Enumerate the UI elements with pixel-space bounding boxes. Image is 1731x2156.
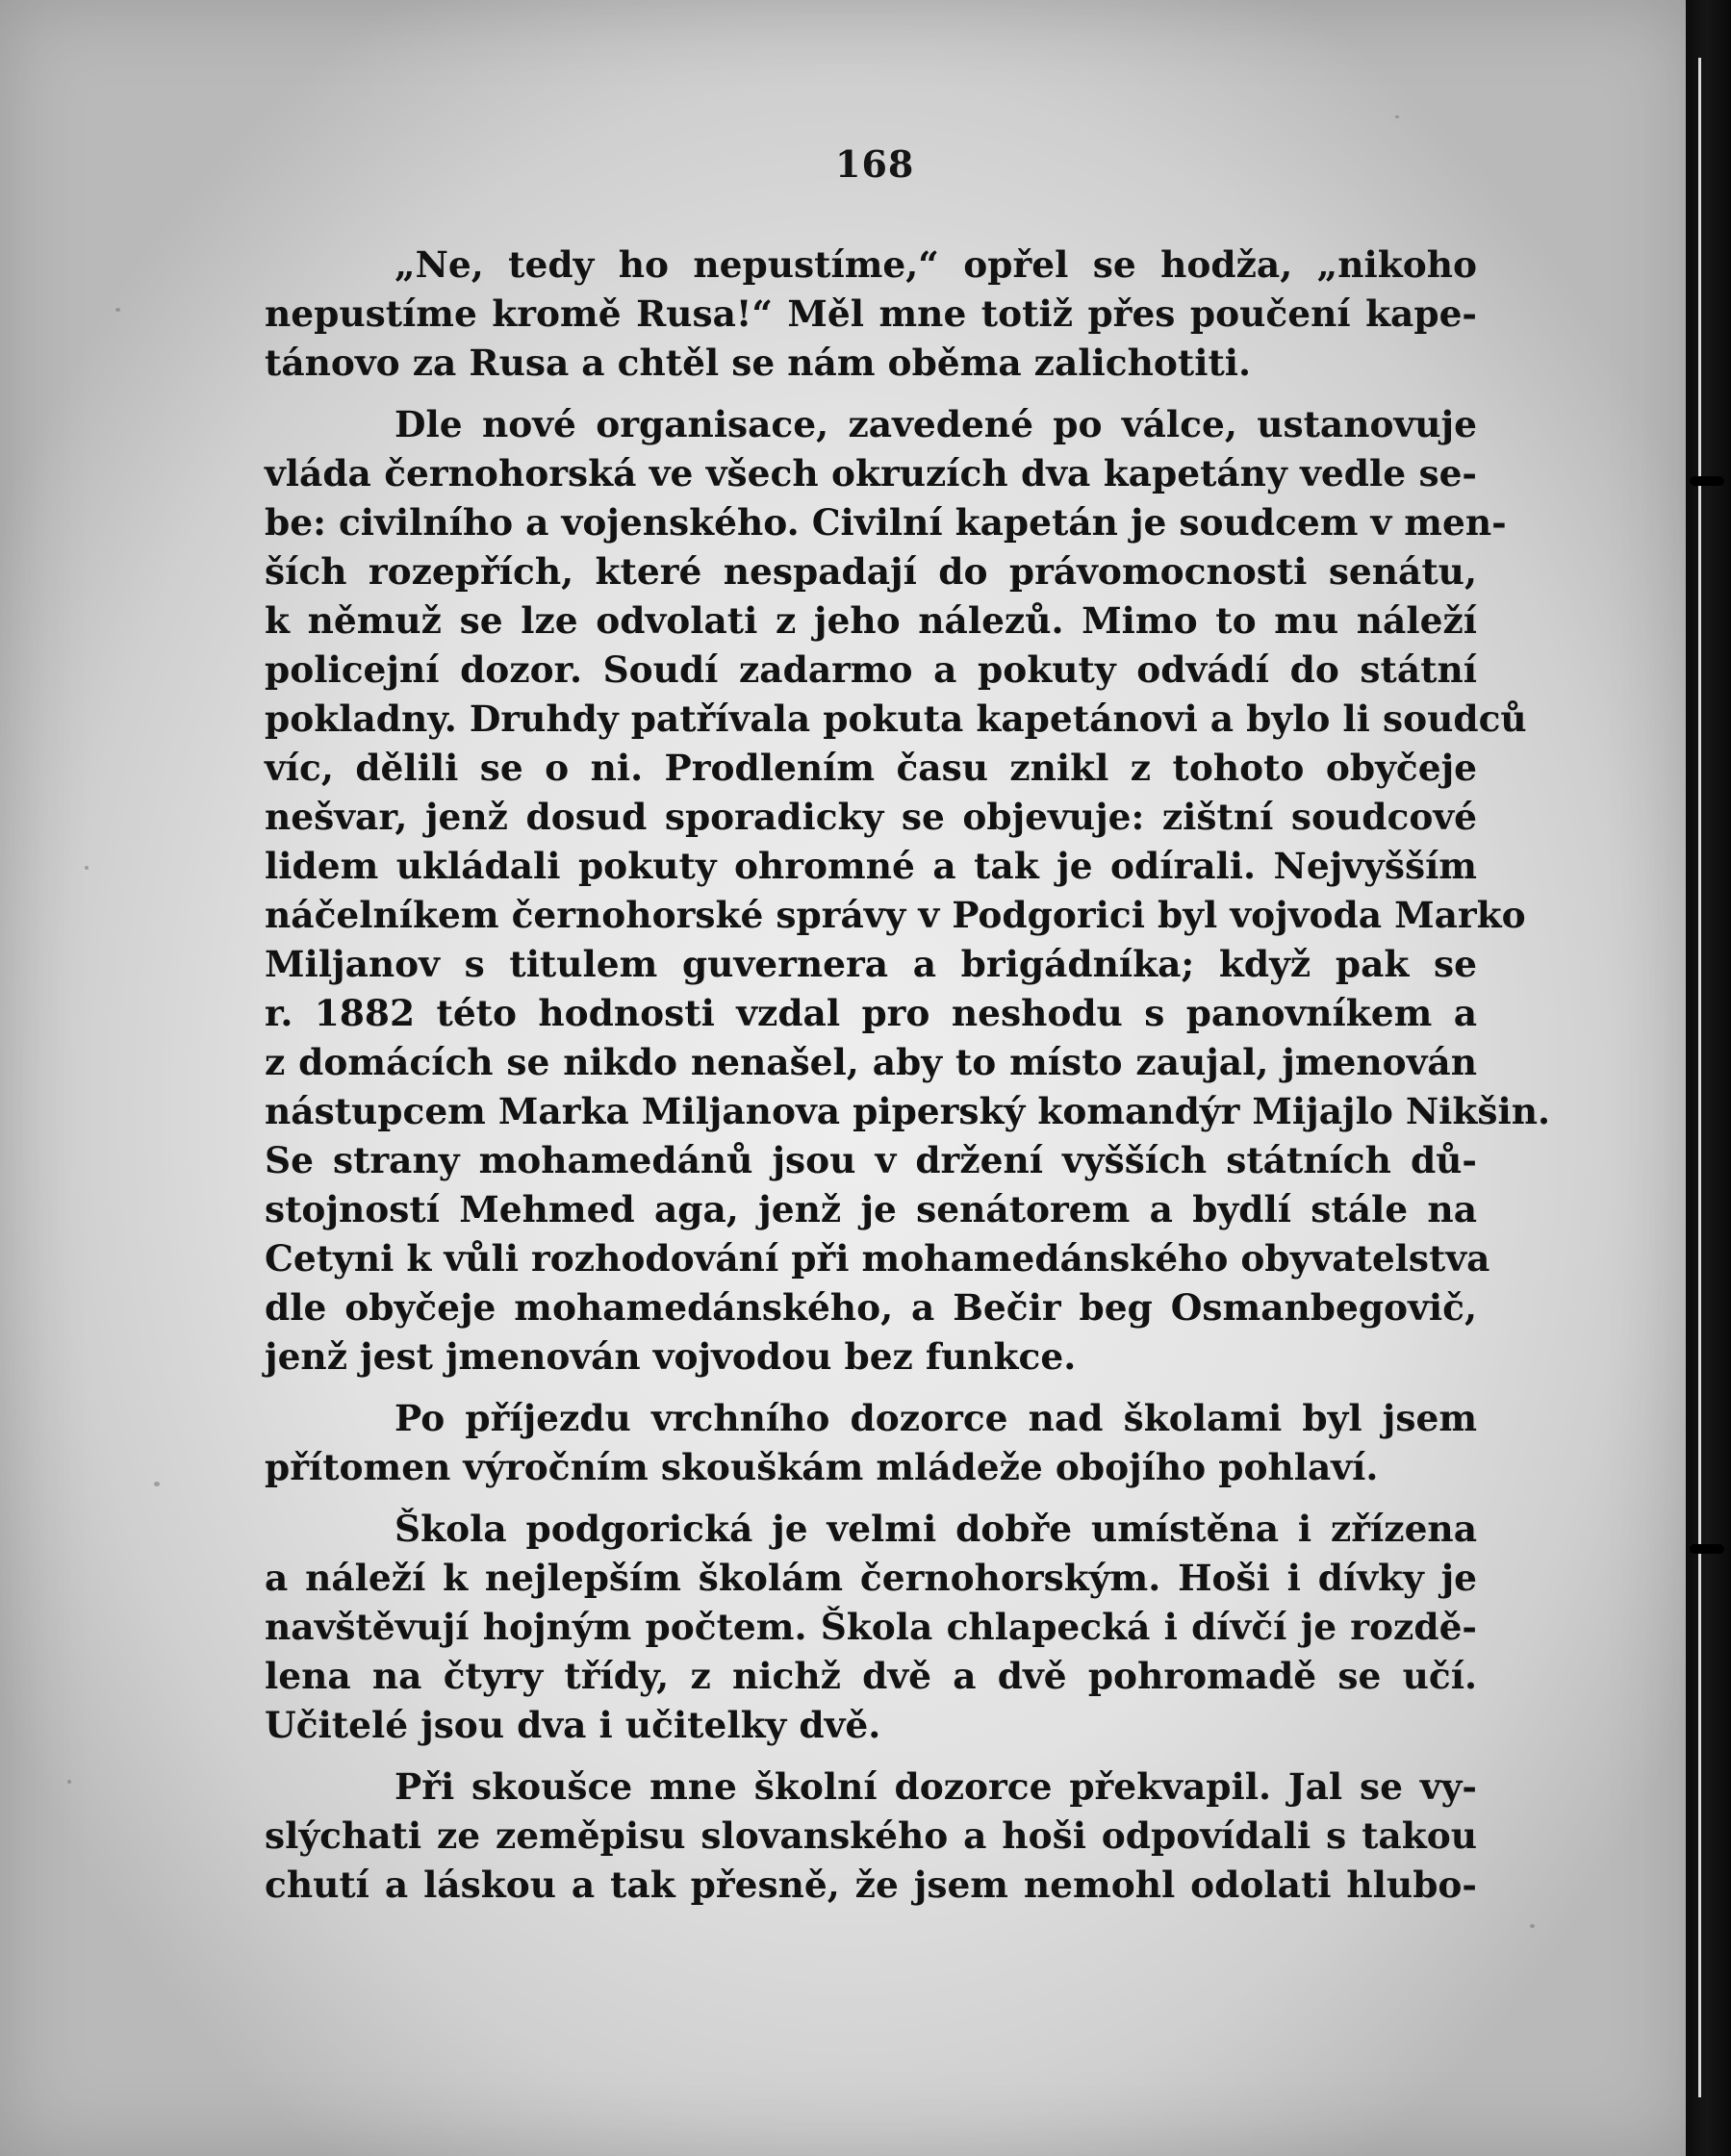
text-line: „Ne, tedy ho nepustíme,“ opřel se hodža, „nikoho bbox=[395, 243, 1477, 286]
paragraph bbox=[265, 1505, 1477, 1750]
binding-mark bbox=[1690, 476, 1724, 486]
binding-mark bbox=[1690, 1544, 1724, 1554]
scan-speck bbox=[154, 1482, 160, 1486]
text-line: Dle nové organisace, zavedené po válce, ustanovuje bbox=[395, 403, 1477, 445]
text-line: nástupcem Marka Miljanova piperský komandýr Mijajlo Nikšin. bbox=[265, 1090, 1551, 1132]
scan-speck bbox=[67, 1780, 71, 1784]
text-line: náčelníkem černohorské správy v Podgorici byl vojvoda Marko bbox=[265, 894, 1526, 936]
text-line: víc, dělili se o ni. Prodlením času znikl z tohoto obyčeje bbox=[265, 747, 1477, 789]
book-binding-line bbox=[1698, 58, 1701, 2097]
text-line: z domácích se nikdo nenašel, aby to místo zaujal, jmenován bbox=[265, 1041, 1477, 1083]
text-line: slýchati ze zeměpisu slovanského a hoši odpovídali s takou bbox=[265, 1814, 1477, 1857]
text-line: dle obyčeje mohamedánského, a Bečir beg Osmanbegovič, bbox=[265, 1286, 1477, 1329]
text-line: Učitelé jsou dva i učitelky dvě. bbox=[265, 1704, 881, 1746]
text-line: Miljanov s titulem guvernera a brigádníka; když pak se bbox=[265, 943, 1477, 985]
page-number: 168 bbox=[835, 142, 915, 186]
paragraph bbox=[265, 1763, 1477, 1910]
book-binding-edge bbox=[1686, 0, 1731, 2156]
text-line: Se strany mohamedánů jsou v držení vyšších státních dů- bbox=[265, 1139, 1477, 1181]
text-line: jenž jest jmenován vojvodou bez funkce. bbox=[265, 1335, 1077, 1378]
text-line: stojností Mehmed aga, jenž je senátorem a bydlí stále na bbox=[265, 1188, 1477, 1230]
text-line: ších rozepřích, které nespadají do právomocnosti senátu, bbox=[265, 550, 1477, 593]
text-line: nepustíme kromě Rusa!“ Měl mne totiž přes poučení kape- bbox=[265, 292, 1477, 335]
scan-speck bbox=[85, 866, 89, 870]
text-line: be: civilního a vojenského. Civilní kapetán je soudcem v men- bbox=[265, 501, 1507, 544]
text-line: chutí a láskou a tak přesně, že jsem nemohl odolati hlubo- bbox=[265, 1864, 1477, 1906]
text-line: tánovo za Rusa a chtěl se nám oběma zalichotiti. bbox=[265, 342, 1252, 384]
scan-speck bbox=[115, 308, 120, 312]
text-line: k němuž se lze odvolati z jeho nálezů. Mimo to mu náleží bbox=[265, 599, 1477, 642]
paragraph bbox=[265, 400, 1551, 1382]
text-line: Po příjezdu vrchního dozorce nad školami byl jsem bbox=[395, 1397, 1477, 1439]
text-line: navštěvují hojným počtem. Škola chlapecká i dívčí je rozdě- bbox=[265, 1606, 1477, 1648]
paragraph bbox=[265, 241, 1477, 388]
scan-speck bbox=[1530, 1924, 1535, 1928]
page-text bbox=[265, 241, 1551, 1910]
paragraph bbox=[265, 1394, 1477, 1492]
text-line: vláda černohorská ve všech okruzích dva kapetány vedle se- bbox=[265, 452, 1477, 495]
text-line: lena na čtyry třídy, z nichž dvě a dvě pohromadě se učí. bbox=[265, 1655, 1477, 1697]
text-line: nešvar, jenž dosud sporadicky se objevuje: zištní soudcové bbox=[265, 796, 1477, 838]
text-line: r. 1882 této hodnosti vzdal pro neshodu s panovníkem a bbox=[265, 992, 1477, 1034]
text-line: Cetyni k vůli rozhodování při mohamedánského obyvatelstva bbox=[265, 1237, 1490, 1280]
text-line: Při skoušce mne školní dozorce překvapil. Jal se vy- bbox=[395, 1765, 1477, 1808]
scan-speck bbox=[1395, 115, 1399, 118]
text-line: policejní dozor. Soudí zadarmo a pokuty odvádí do státní bbox=[265, 648, 1477, 691]
text-line: a náleží k nejlepším školám černohorským. Hoši i dívky je bbox=[265, 1557, 1477, 1599]
text-line: pokladny. Druhdy patřívala pokuta kapetánovi a bylo li soudců bbox=[265, 698, 1527, 740]
text-line: přítomen výročním skouškám mládeže obojího pohlaví. bbox=[265, 1446, 1379, 1488]
text-line: lidem ukládali pokuty ohromné a tak je odírali. Nejvyšším bbox=[265, 845, 1477, 887]
text-line: Škola podgorická je velmi dobře umístěna i zřízena bbox=[395, 1508, 1477, 1550]
